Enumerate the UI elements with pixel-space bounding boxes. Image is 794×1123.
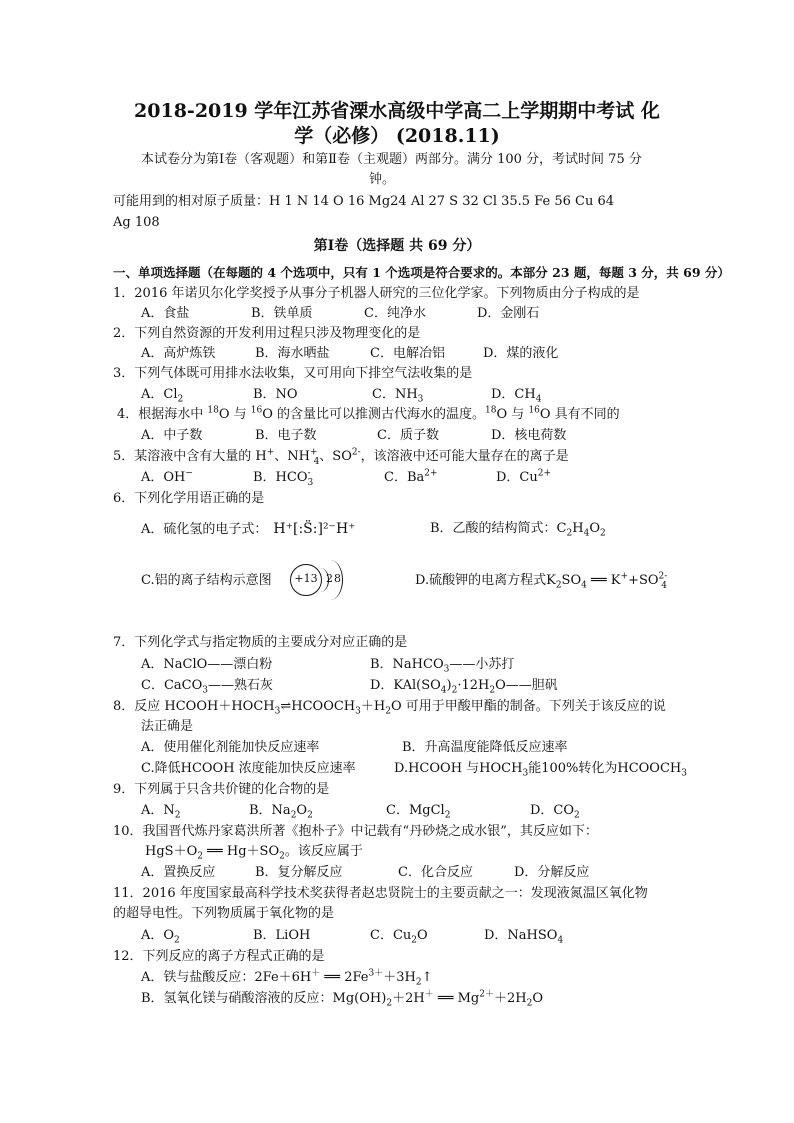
q7-stem: 7．下列化学式与指定物质的主要成分对应正确的是 bbox=[113, 635, 408, 650]
q3-stem: 3．下列气体既可用排水法收集，又可用向下排空气法收集的是 bbox=[113, 366, 473, 381]
shell-2-electrons: 8 bbox=[334, 572, 341, 585]
q9-option-a: A．$N_2$ bbox=[141, 803, 181, 821]
q7-option-d: D．$KAl(SO_4)_2\cdot 12H_2O——$胆矾 bbox=[370, 678, 558, 696]
q8-option-d: D.HCOOH 与$HOCH_3$能100%转化为$HCOOCH_3$ bbox=[394, 761, 687, 779]
q4-option-c: C．质子数 bbox=[377, 428, 439, 443]
al-ion-structure-diagram bbox=[290, 562, 360, 602]
q6-option-a: A．硫化氢的电子式： H⁺[:S̈:]²⁻H⁺ bbox=[141, 521, 356, 537]
q1-option-c: C．纯净水 bbox=[364, 306, 426, 321]
q8-stem: 8．反应 $HCOOH+HOCH_3\rightleftharpoons HCOOCH_3+H_2O$ 可用于甲酸甲酯的制备。下列关于该反应的说 bbox=[113, 699, 666, 717]
q3-option-b: B．NO bbox=[253, 387, 298, 402]
q1-stem: 1．2016 年诺贝尔化学奖授予从事分子机器人研究的三位化学家。下列物质由分子构成的是 bbox=[113, 286, 640, 301]
q9-option-c: C．MgCl$_2$ bbox=[386, 803, 451, 821]
q12-option-a: A．铁与盐酸反应：2Fe＋6H＋ ══ $2Fe^{3+}+3H_2↑$ bbox=[141, 968, 433, 988]
q2-stem: 2．下列自然资源的开发利用过程只涉及物理变化的是 bbox=[113, 326, 421, 341]
q9-option-d: D．$CO_2$ bbox=[530, 803, 580, 821]
q12-stem: 12．下列反应的离子方程式正确的是 bbox=[113, 949, 325, 964]
q9-option-b: B．$Na_2O_2$ bbox=[249, 803, 313, 821]
exam-title-line-1: 2018-2019 学年江苏省溧水高级中学高二上学期期中考试 化 bbox=[134, 100, 660, 122]
q5-option-c: C．$Ba^{2+}$ bbox=[384, 468, 438, 485]
q4-option-d: D．核电荷数 bbox=[491, 428, 567, 443]
q8-option-a: A．使用催化剂能加快反应速率 bbox=[141, 740, 320, 755]
q10-option-d: D．分解反应 bbox=[514, 865, 590, 880]
q2-option-d: D．煤的液化 bbox=[483, 346, 559, 361]
q1-option-d: D．金刚石 bbox=[477, 306, 540, 321]
q1-option-b: B．铁单质 bbox=[251, 306, 313, 321]
q3-option-d: D．$CH_4$ bbox=[491, 387, 542, 405]
atomic-mass-line-1: 可能用到的相对原子质量：H 1 N 14 O 16 Mg24 Al 27 S 32 Cl 35.5 Fe 56 Cu 64 bbox=[113, 194, 615, 209]
q10-option-c: C．化合反应 bbox=[398, 865, 473, 880]
h2s-electron-formula: H⁺[:S̈:]²⁻H⁺ bbox=[273, 521, 356, 537]
q5-option-d: D．$Cu^{2+}$ bbox=[496, 468, 552, 485]
q2-option-c: C．电解冶铝 bbox=[370, 346, 445, 361]
shell-1-electrons: 2 bbox=[326, 572, 333, 585]
q7-option-a: A．NaClO——漂白粉 bbox=[141, 657, 273, 672]
intro-line-2: 钟。 bbox=[369, 172, 396, 187]
q10-option-a: A．置换反应 bbox=[141, 865, 216, 880]
q6-option-c: C.铝的离子结构示意图 bbox=[141, 573, 272, 588]
q10-stem: 10．我国晋代炼丹家葛洪所著《抱朴子》中记载有“丹砂烧之成水银”，其反应如下： bbox=[113, 824, 598, 839]
q6-option-d: D.硫酸钾的电离方程式$K_2SO_4$ ══ $K^++SO^{2-}_4$ bbox=[415, 571, 668, 591]
q10-option-b: B．复分解反应 bbox=[255, 865, 343, 880]
exam-title-line-2: 学（必修） (2018.11) bbox=[294, 125, 500, 147]
q1-option-a: A．食盐 bbox=[141, 306, 190, 321]
q11-option-b: B．LiOH bbox=[253, 928, 311, 943]
q4-option-b: B．电子数 bbox=[255, 428, 317, 443]
q10-equation: $HgS+O_2$ ══ $Hg+SO_2$。该反应属于 bbox=[145, 844, 363, 862]
q5-option-b: B．$HCO^-_3$ bbox=[253, 468, 314, 488]
q4-option-a: A．中子数 bbox=[141, 428, 203, 443]
q7-option-c: C．CaCO$_3$——熟石灰 bbox=[141, 678, 273, 696]
section-heading: 第Ⅰ卷（选择题 共 69 分） bbox=[313, 238, 481, 254]
q6-option-b: B．乙酸的结构简式：$C_2H_4O_2$ bbox=[430, 521, 606, 539]
nucleus-charge: +13 bbox=[294, 572, 318, 585]
q4-stem: 4．根据海水中 $^{18}$O 与 $^{16}$O 的含量比可以推测古代海水的温度。$^{18}$O 与 $^{16}$O 具有不同的 bbox=[117, 405, 620, 422]
q11-option-c: C．$Cu_2O$ bbox=[370, 928, 428, 946]
q11-option-a: A．$O_2$ bbox=[141, 928, 180, 946]
q11-stem-line-2: 的超导电性。下列物质属于氧化物的是 bbox=[113, 906, 335, 921]
q11-stem: 11．2016 年度国家最高科学技术奖获得者赵忠贤院士的主要贡献之一：发现液氮温区氧化物 bbox=[113, 886, 648, 901]
q2-option-b: B．海水晒盐 bbox=[255, 346, 330, 361]
q2-option-a: A．高炉炼铁 bbox=[141, 346, 216, 361]
q9-stem: 9．下列属于只含共价键的化合物的是 bbox=[113, 782, 330, 797]
q5-stem: 5．某溶液中含有大量的 H+、$NH^+_4$、$SO^{2-}$，该溶液中还可能大量存在的离子是 bbox=[113, 447, 569, 467]
intro-line-1: 本试卷分为第Ⅰ卷（客观题）和第Ⅱ卷（主观题）两部分。满分 100 分，考试时间 75 分 bbox=[141, 152, 642, 167]
q5-option-a: A．OH− bbox=[141, 468, 193, 485]
q8-option-c: C.降低HCOOH 浓度能加快反应速率 bbox=[141, 761, 356, 776]
q6-stem: 6．下列化学用语正确的是 bbox=[113, 491, 265, 506]
q8-stem-line-2: 法正确是 bbox=[141, 719, 194, 734]
q7-option-b: B．NaHCO$_3$——小苏打 bbox=[370, 657, 515, 675]
q3-option-a: A．$Cl_2$ bbox=[141, 387, 184, 405]
atomic-mass-line-2: Ag 108 bbox=[113, 215, 160, 230]
q3-option-c: C．$NH_3$ bbox=[372, 387, 424, 405]
q11-option-d: D．NaHSO$_4$ bbox=[484, 928, 564, 946]
q12-option-b: B．氢氧化镁与硝酸溶液的反应：$Mg(OH)_2+2H^+$ ══ $Mg^{2+}+2H_2O$ bbox=[141, 989, 543, 1009]
q8-option-b: B．升高温度能降低反应速率 bbox=[402, 740, 568, 755]
section-subheading: 一、单项选择题（在每题的 4 个选项中，只有 1 个选项是符合要求的。本部分 23 题，每题 3 分，共 69 分） bbox=[113, 265, 730, 280]
